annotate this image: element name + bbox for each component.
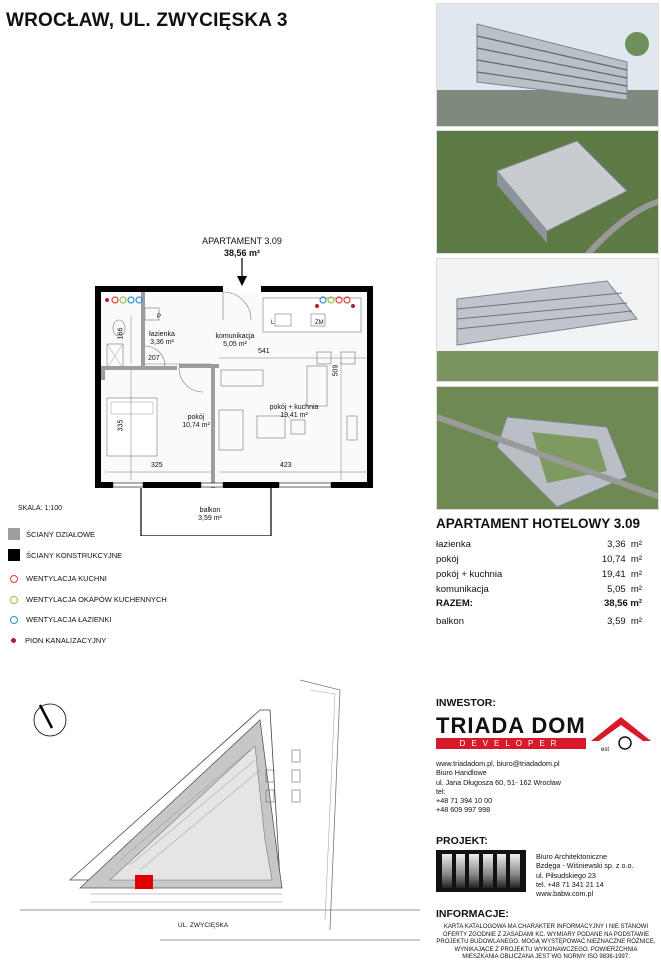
fixture-p-label: P — [157, 314, 162, 320]
room-area-balkon: 3,59 m² — [198, 515, 222, 522]
project-contact-line: tel. +48 71 341 21 14 — [536, 879, 604, 889]
summary-row-label: komunikacja — [436, 584, 489, 595]
scale-label: SKALA: 1:100 — [18, 505, 62, 512]
summary-balkon-unit: m² — [630, 616, 642, 627]
room-name-komunikacja: komunikacja — [215, 333, 255, 340]
room-name-balkon: balkon — [199, 507, 221, 514]
investor-contact-line: +48 71 394 10 00 — [436, 796, 493, 806]
summary-row-label: pokój + kuchnia — [436, 569, 503, 580]
legend-item — [8, 528, 95, 540]
investor-contact-line: www.triadadom.pl, biuro@triadadom.pl — [436, 759, 560, 768]
info-heading: INFORMACJE: — [436, 908, 509, 920]
summary-row-value: 5,05 — [607, 584, 626, 595]
summary-row — [436, 584, 642, 595]
sewer-stack-icon — [105, 298, 109, 302]
sewer-stack-icon — [11, 638, 16, 643]
structural-wall-swatch — [8, 549, 20, 561]
summary-total-value: 38,56 m² — [603, 598, 642, 609]
summary-row-label: łazienka — [436, 539, 471, 550]
render-image-2 — [436, 130, 659, 254]
svg-text:est: est — [601, 747, 610, 753]
legend-item — [8, 549, 122, 561]
apartment-name: APARTAMENT 3.09 — [202, 236, 282, 246]
investor-contact-line: tel: — [436, 786, 446, 796]
investor-contact — [436, 759, 561, 815]
room-name-pokoj: pokój — [187, 414, 205, 421]
project-contact-line: Biuro Architektoniczne — [536, 852, 608, 861]
summary-row-label: pokój — [436, 554, 459, 565]
legend-label: ŚCIANY DZIAŁOWE — [26, 529, 96, 539]
project-contact-line: ul. Piłsudskiego 23 — [536, 870, 596, 880]
room-name-salon: pokój + kuchnia — [269, 404, 319, 411]
roof-logo-icon — [591, 713, 659, 753]
legend-label: ŚCIANY KONSTRUKCYJNE — [26, 550, 123, 560]
summary-row — [436, 569, 642, 580]
project-contact-line: www.babw.com.pl — [536, 889, 594, 899]
room-area-salon: 19,41 m² — [280, 412, 308, 419]
project-heading: PROJEKT: — [436, 835, 488, 847]
investor-contact-line: Biuro Handlowe — [436, 768, 487, 778]
investor-contact-line: +48 609 997 998 — [436, 805, 491, 815]
partition-wall-swatch — [8, 528, 20, 540]
north-arrow-icon — [34, 704, 66, 736]
summary-row-unit: m² — [630, 584, 642, 595]
summary-row-unit: m² — [630, 554, 642, 565]
summary-balkon-value: 3,59 — [607, 616, 626, 627]
legend-item — [8, 636, 106, 645]
summary-row-unit: m² — [630, 569, 642, 580]
hood-vent-icon — [10, 596, 18, 604]
summary-title: APARTAMENT HOTELOWY 3.09 — [436, 516, 641, 531]
room-name-lazienka: łazienka — [149, 331, 175, 338]
project-contact-line: Bzdęga - Wiśniewski sp. z o.o. — [536, 861, 634, 871]
dimension-335: 335 — [117, 419, 125, 432]
investor-contact-line: ul. Jana Długosza 60, 51- 162 Wrocław — [436, 777, 561, 787]
legend-item — [8, 574, 107, 583]
room-area-lazienka: 3,36 m² — [150, 339, 174, 346]
apartment-area: 38,56 m² — [223, 248, 261, 258]
summary-balkon-label: balkon — [436, 616, 464, 627]
summary-row-unit: m² — [630, 539, 642, 550]
dimension-509: 509 — [332, 364, 340, 377]
render-image-4 — [436, 386, 659, 510]
architect-logo — [436, 850, 526, 892]
legend-label: WENTYLACJA ŁAZIENKI — [26, 615, 112, 624]
legend-label: WENTYLACJA OKAPÓW KUCHENNYCH — [26, 595, 167, 604]
summary-row-value: 19,41 — [601, 569, 626, 580]
triada-dom-logo — [436, 713, 661, 753]
bathroom-vent-icon — [10, 616, 18, 624]
dimension-207: 207 — [148, 355, 160, 362]
summary-total-row — [436, 598, 642, 609]
page-title: WROCŁAW, UL. ZWYCIĘSKA 3 — [6, 10, 288, 31]
street-label: UL. ZWYCIĘSKA — [178, 922, 229, 929]
summary-total-label: RAZEM: — [436, 598, 473, 609]
dimension-325: 325 — [151, 462, 163, 469]
fixture-zm-label: ZM — [315, 320, 324, 326]
logo-name: TRIADA DOM — [436, 713, 586, 738]
floor-plan — [95, 286, 375, 536]
render-image-1 — [436, 3, 659, 127]
dimension-541: 541 — [258, 348, 270, 355]
sewer-stack-icon — [315, 304, 319, 308]
legend-label: PION KANALIZACYJNY — [25, 636, 107, 645]
investor-heading: INWESTOR: — [436, 697, 496, 709]
render-image-3 — [436, 258, 659, 382]
logo-sub: DEVELOPER — [436, 738, 586, 749]
summary-row-value: 3,36 — [607, 539, 626, 550]
info-text: KARTA KATALOGOWA MA CHARAKTER INFORMACYJNY I NIE STANOWI OFERTY ZGODNIE Z ZASADAMI KC. WYMIARY PODANE NA PODSTAWIE PROJEKTU BUDOWLANEGO. MOGĄ WYSTĘPOWAĆ NIEZNACZNE RÓŻNICE, WYNIKAJĄCE Z PROJEKTU WYKONAWCZEGO. POWIERZCHNIA MIESZKANIA OBLICZANA JEST WG NORMY ISO 9836-1997. — [436, 924, 656, 960]
room-area-pokoj: 10,74 m² — [182, 422, 210, 429]
project-contact — [536, 852, 633, 898]
summary-balkon-row — [436, 616, 642, 627]
apartment-location-marker — [135, 875, 153, 889]
summary-row — [436, 554, 642, 565]
legend-item — [8, 595, 167, 604]
summary-row-value: 10,74 — [601, 554, 626, 565]
sewer-stack-icon — [351, 304, 355, 308]
legend-label: WENTYLACJA KUCHNI — [26, 574, 107, 583]
entrance-arrow-icon — [236, 258, 248, 288]
site-plan — [10, 670, 430, 955]
summary-row — [436, 539, 642, 550]
dimension-166: 166 — [117, 327, 125, 340]
fixture-l-label: L — [271, 320, 275, 326]
room-area-komunikacja: 5,05 m² — [223, 341, 247, 348]
kitchen-vent-icon — [10, 575, 18, 583]
legend-item — [8, 615, 111, 624]
dimension-423: 423 — [280, 462, 292, 469]
